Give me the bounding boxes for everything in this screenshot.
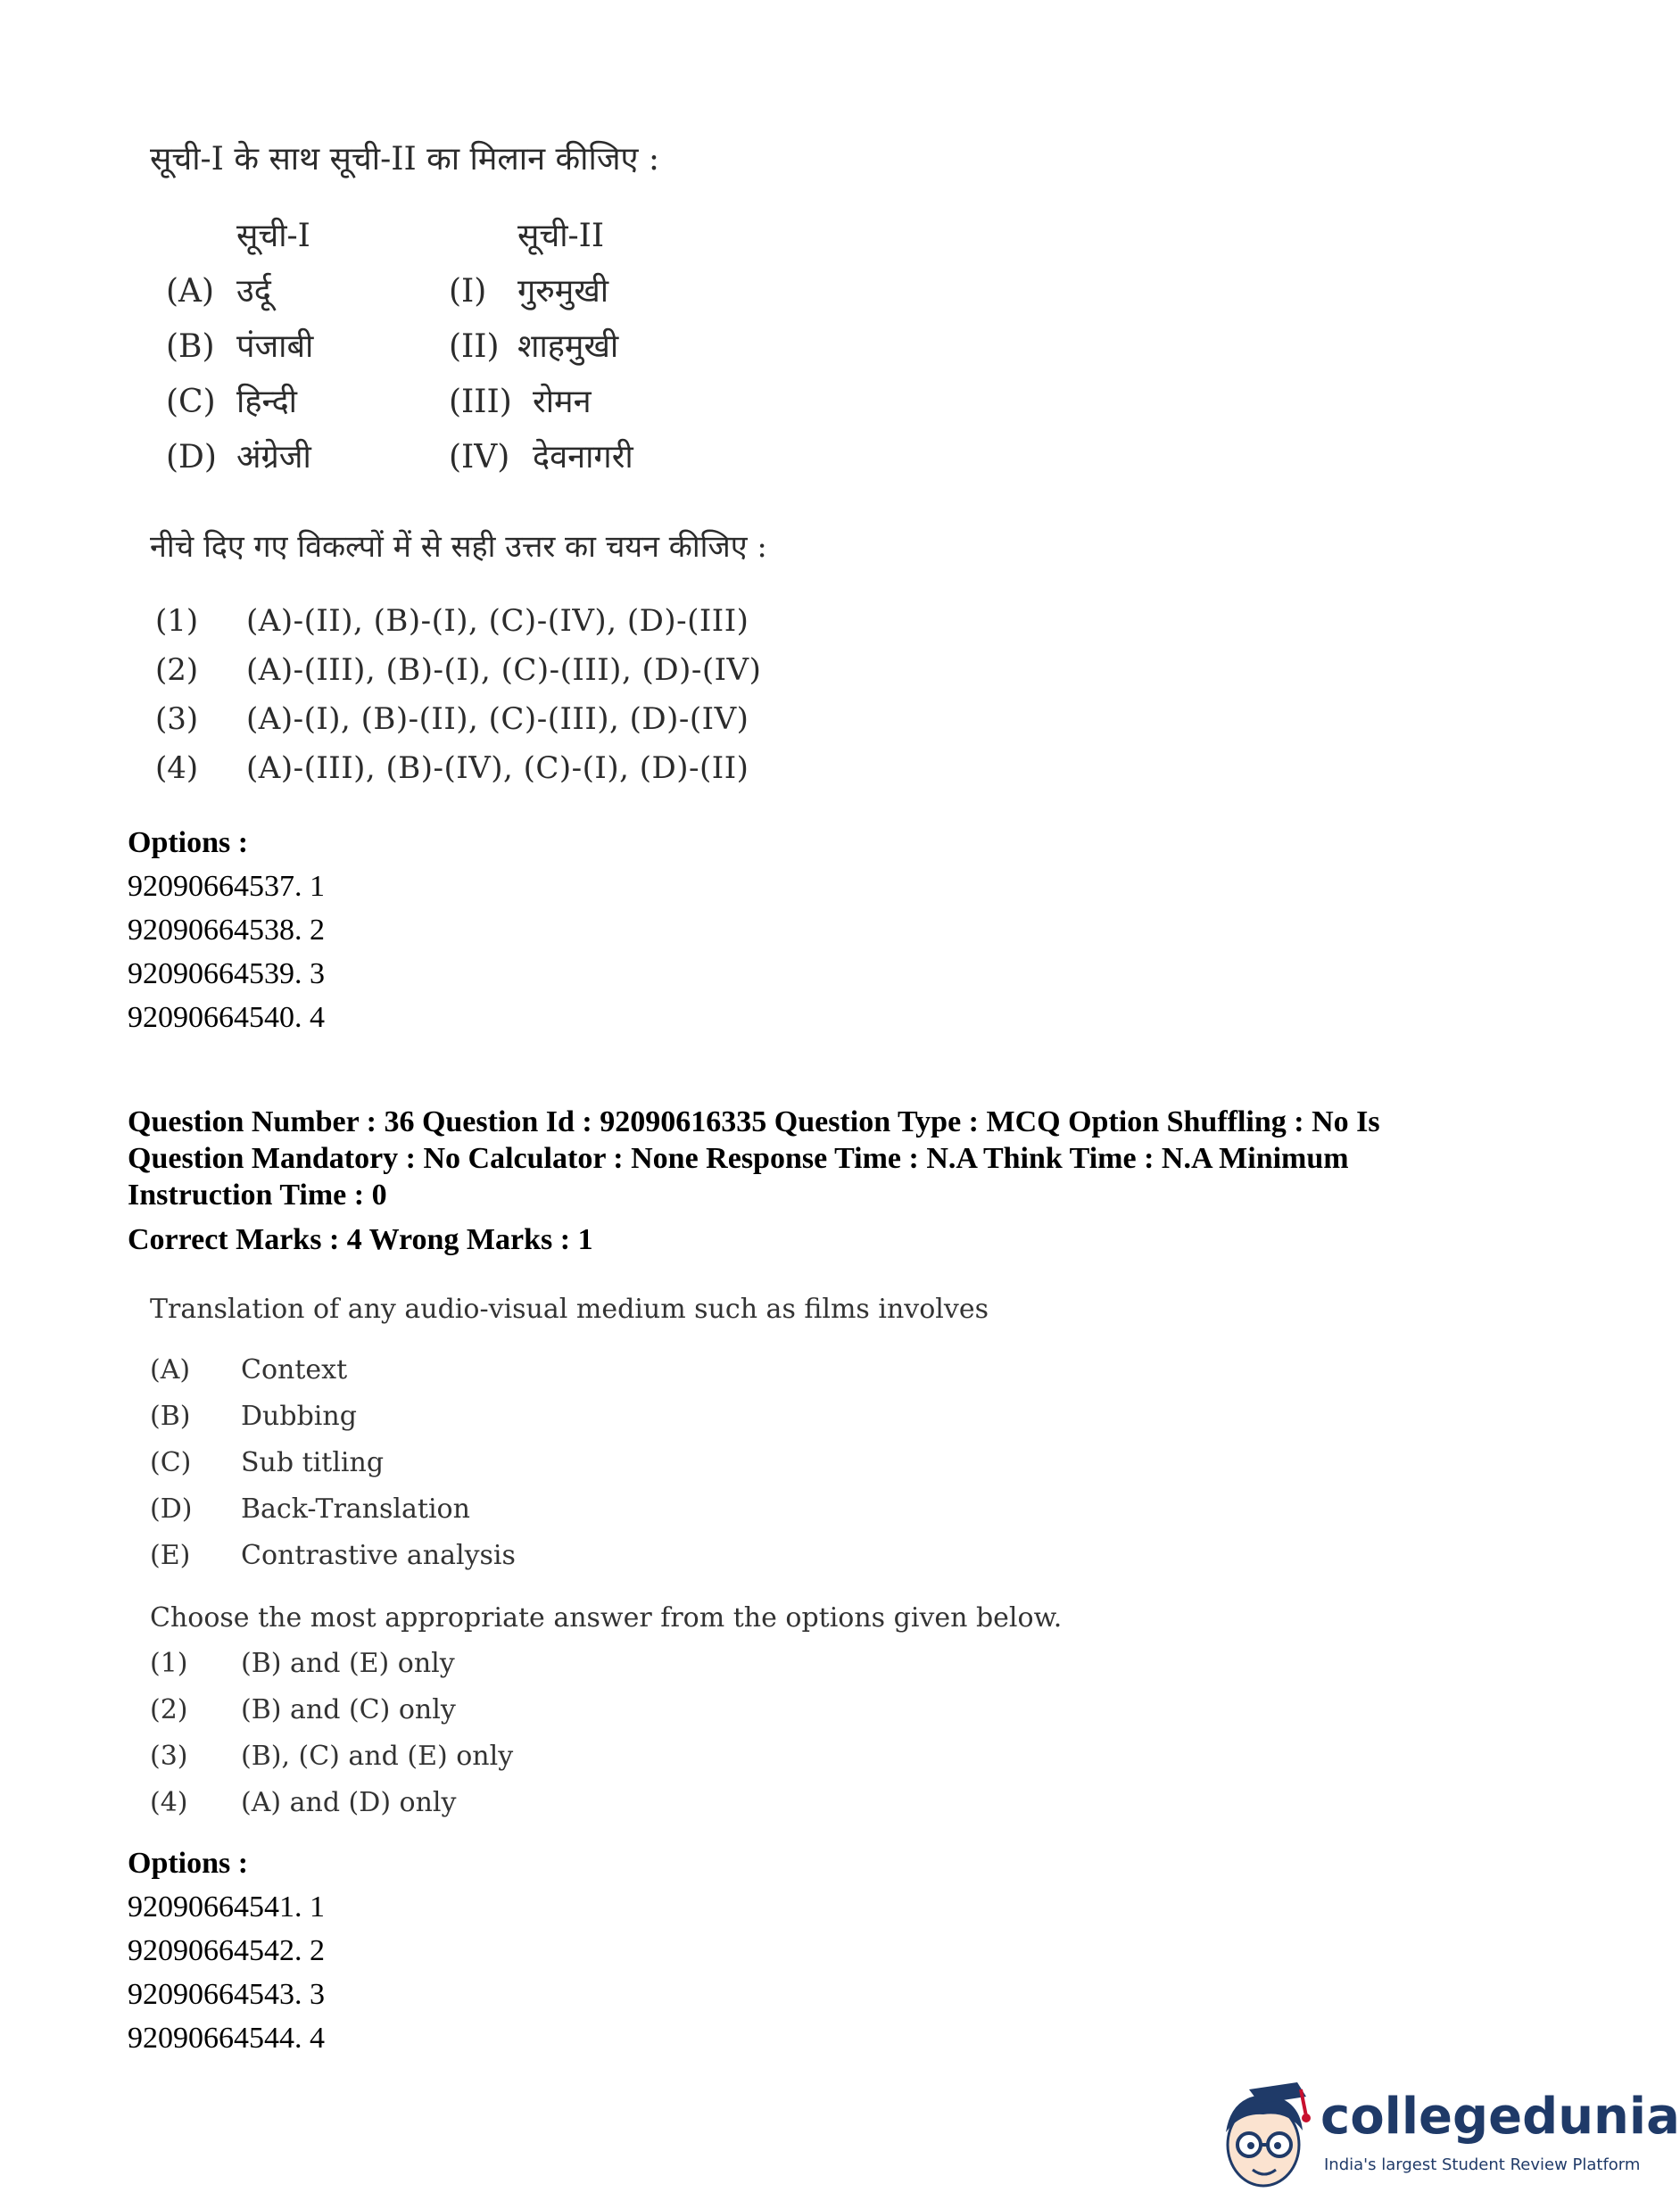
list2-heading: सूची-II <box>517 218 605 254</box>
list2-item-label: (II) <box>449 328 500 365</box>
q2-item-text: Dubbing <box>241 1401 357 1432</box>
q2-item-label: (D) <box>150 1493 193 1525</box>
q2-instruction: Choose the most appropriate answer from the options given below. <box>150 1602 1063 1634</box>
list2-item-label: (IV) <box>449 439 510 476</box>
option-id: 92090664541. 1 <box>128 1890 325 1924</box>
q2-item-label: (E) <box>150 1540 191 1571</box>
q2-item-label: (B) <box>150 1401 191 1432</box>
list2-item-text: शाहमुखी <box>517 328 619 365</box>
list1-item-label: (A) <box>166 273 215 310</box>
option-id: 92090664540. 4 <box>128 1001 325 1034</box>
answer-text: (A)-(I), (B)-(II), (C)-(III), (D)-(IV) <box>246 701 749 737</box>
options-heading: Options : <box>128 826 249 859</box>
answer-text: (A)-(III), (B)-(I), (C)-(III), (D)-(IV) <box>246 652 762 688</box>
answer-text: (A)-(III), (B)-(IV), (C)-(I), (D)-(II) <box>246 750 749 786</box>
list1-item-text: हिन्दी <box>236 384 298 420</box>
option-id: 92090664538. 2 <box>128 914 325 947</box>
list1-item-text: अंग्रेजी <box>236 439 311 476</box>
list2-item-text: गुरुमुखी <box>517 273 609 310</box>
collegedunia-logo[interactable] <box>1213 2081 1680 2197</box>
question-marks: Correct Marks : 4 Wrong Marks : 1 <box>128 1223 593 1256</box>
list2-item-text: देवनागरी <box>533 439 633 476</box>
q2-item-label: (C) <box>150 1447 192 1478</box>
q2-item-text: Contrastive analysis <box>241 1540 516 1571</box>
mascot-icon <box>1213 2081 1313 2197</box>
list1-item-text: पंजाबी <box>236 328 314 365</box>
question-meta-line: Question Number : 36 Question Id : 92090616335 Question Type : MCQ Option Shuffling : No Is <box>128 1105 1380 1138</box>
option-id: 92090664537. 1 <box>128 870 325 903</box>
answer-number: (4) <box>155 750 199 786</box>
list1-item-text: उर्दू <box>236 273 271 310</box>
list1-item-label: (B) <box>166 328 215 365</box>
answer-number: (1) <box>150 1648 188 1679</box>
list2-item-label: (I) <box>449 273 487 310</box>
options-heading: Options : <box>128 1847 249 1880</box>
logo-wordmark: collegedunia <box>1320 2088 1680 2146</box>
logo-tagline: India's largest Student Review Platform <box>1324 2155 1641 2174</box>
option-id: 92090664539. 3 <box>128 957 325 990</box>
option-id: 92090664542. 2 <box>128 1934 325 1967</box>
answer-number: (4) <box>150 1787 188 1818</box>
q2-prompt: Translation of any audio-visual medium such as films involves <box>150 1294 989 1325</box>
q2-item-text: Context <box>241 1354 348 1386</box>
answer-text: (A) and (D) only <box>241 1787 457 1818</box>
q2-item-text: Sub titling <box>241 1447 385 1478</box>
answer-text: (B) and (E) only <box>241 1648 455 1679</box>
question-meta-line: Question Mandatory : No Calculator : None Response Time : N.A Think Time : N.A Minimum <box>128 1142 1349 1175</box>
answer-number: (1) <box>155 603 199 639</box>
option-id: 92090664543. 3 <box>128 1978 325 2011</box>
list2-item-label: (III) <box>449 384 512 420</box>
list1-heading: सूची-I <box>236 218 310 254</box>
list2-item-text: रोमन <box>533 384 592 420</box>
q1-prompt: सूची-I के साथ सूची-II का मिलान कीजिए : <box>150 141 660 178</box>
answer-number: (2) <box>155 652 199 688</box>
q2-item-text: Back-Translation <box>241 1493 470 1525</box>
option-id: 92090664544. 4 <box>128 2022 325 2055</box>
answer-text: (A)-(II), (B)-(I), (C)-(IV), (D)-(III) <box>246 603 749 639</box>
question-meta-line: Instruction Time : 0 <box>128 1179 387 1212</box>
list1-item-label: (C) <box>166 384 216 420</box>
answer-number: (3) <box>155 701 199 737</box>
list1-item-label: (D) <box>166 439 217 476</box>
answer-text: (B) and (C) only <box>241 1694 456 1725</box>
q1-instruction: नीचे दिए गए विकल्पों में से सही उत्तर का चयन कीजिए : <box>150 529 767 565</box>
q2-item-label: (A) <box>150 1354 191 1386</box>
answer-number: (2) <box>150 1694 188 1725</box>
answer-text: (B), (C) and (E) only <box>241 1741 514 1772</box>
answer-number: (3) <box>150 1741 188 1772</box>
